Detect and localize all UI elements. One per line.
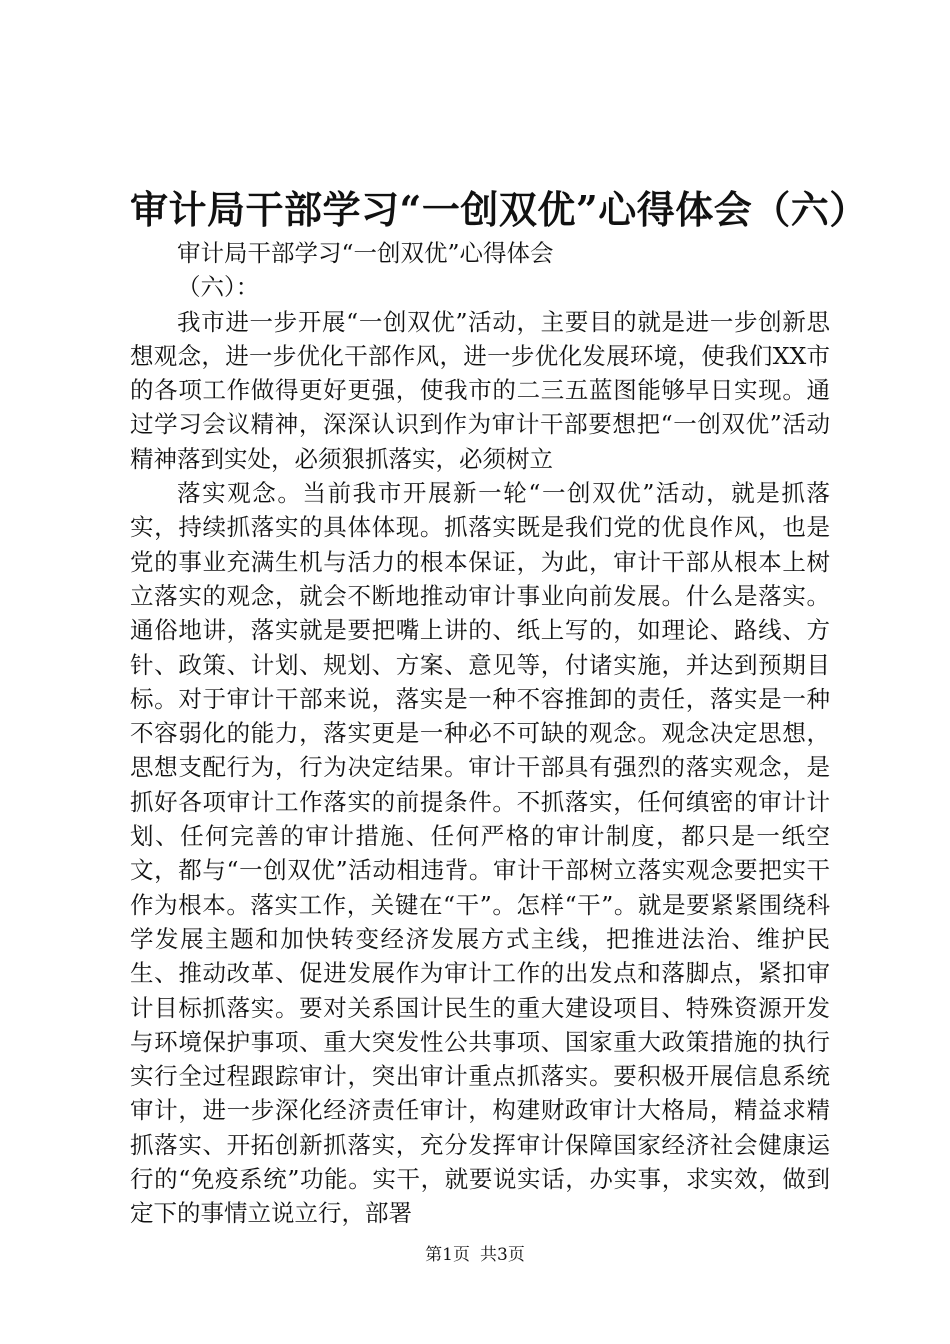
subtitle-line-1: 审计局干部学习“一创双优”心得体会 xyxy=(177,239,554,267)
page-footer xyxy=(0,1244,950,1266)
page-total: 共3页 xyxy=(480,1245,525,1265)
document-title: 审计局干部学习“一创双优”心得体会（六） xyxy=(130,187,868,232)
page-number: 第1页 xyxy=(425,1245,470,1265)
body-paragraph-2: 落实观念。当前我市开展新一轮“一创双优”活动，就是抓落实，持续抓落实的具体体现。抓落实既是我们党的优良作风，也是党的事业充满生机与活力的根本保证，为此，审计干部从根本上树立落实的观念，就会不断地推动审计事业向前发展。什么是落实。通俗地讲，落实就是要把嘴上讲的、纸上写的，如理论、路线、方针、政策、计划、规划、方案、意见等，付诸实施，并达到预期目标。对于审计干部来说，落实是一种不容推卸的责任，落实是一种不容弱化的能力，落实更是一种必不可缺的观念。观念决定思想，思想支配行为，行为决定结果。审计干部具有强烈的落实观念，是抓好各项审计工作落实的前提条件。不抓落实，任何缜密的审计计划、任何完善的审计措施、任何严格的审计制度，都只是一纸空文，都与“一创双优”活动相违背。审计干部树立落实观念要把实干作为根本。落实工作，关键在“干”。怎样“干”。就是要紧紧围绕科学发展主题和加快转变经济发展方式主线，把推进法治、维护民生、推动改革、促进发展作为审计工作的出发点和落脚点，紧扣审计目标抓落实。要对关系国计民生的重大建设项目、特殊资源开发与环境保护事项、重大突发性公共事项、国家重大政策措施的执行实行全过程跟踪审计，突出审计重点抓落实。要积极开展信息系统审计，进一步深化经济责任审计，构建财政审计大格局，精益求精抓落实、开拓创新抓落实，充分发挥审计保障国家经济社会健康运行的“免疫系统”功能。实干，就要说实话，办实事，求实效，做到定下的事情立说立行，部署 xyxy=(130,479,830,1228)
subtitle-line-2: （六）： xyxy=(177,273,260,302)
body-paragraph-1: 我市进一步开展“一创双优”活动，主要目的就是进一步创新思想观念，进一步优化干部作风，进一步优化发展环境，使我们XX市的各项工作做得更好更强，使我市的二三五蓝图能够早日实现。通过学习会议精神，深深认识到作为审计干部要想把“一创双优”活动精神落到实处，必须狠抓落实，必须树立 xyxy=(130,307,830,473)
document-body xyxy=(130,236,830,1231)
